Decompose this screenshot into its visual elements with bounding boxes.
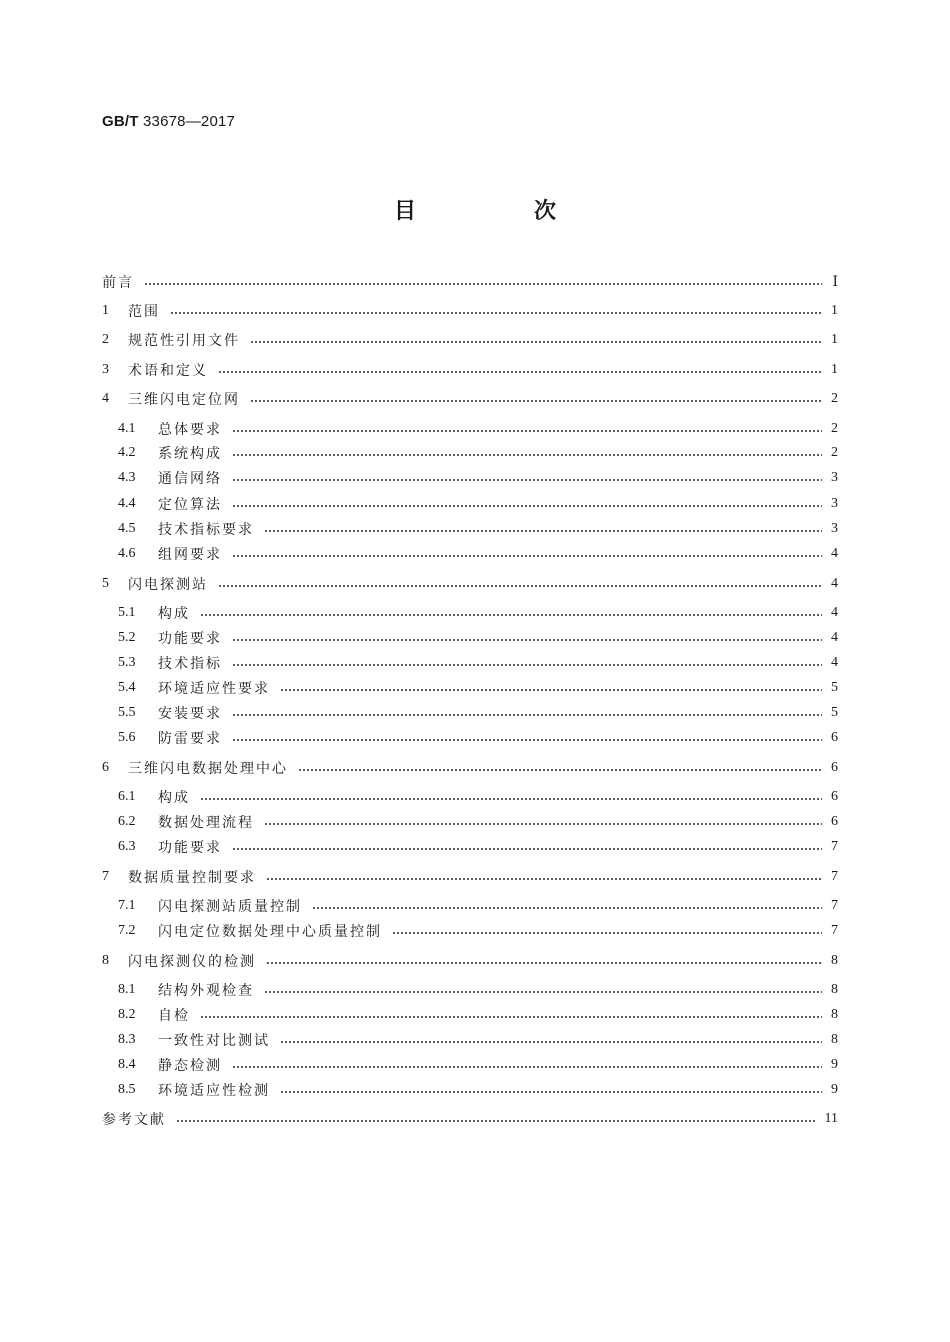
toc-dot-leader: [392, 932, 822, 934]
toc-entry-number: 6.2: [118, 814, 136, 829]
toc-entry-title: 通信网络: [158, 471, 222, 487]
toc-entry[interactable]: [102, 270, 838, 294]
toc-dot-leader: [232, 454, 822, 456]
toc-entry-page: 8: [831, 982, 838, 997]
toc-dot-leader: [232, 639, 822, 641]
toc-entry[interactable]: [118, 785, 838, 809]
toc-entry-title: 术语和定义: [128, 363, 208, 379]
toc-entry-number: 7: [102, 869, 109, 884]
toc-entry[interactable]: [118, 651, 838, 675]
standard-prefix: GB/T: [102, 113, 139, 130]
toc-entry[interactable]: [118, 1028, 838, 1052]
toc-entry-number: 1: [102, 303, 109, 318]
page-title: 目 次: [393, 199, 604, 224]
toc-entry-page: 11: [824, 1111, 838, 1126]
toc-entry[interactable]: [102, 572, 838, 596]
toc-entry-number: 5.6: [118, 730, 136, 745]
toc-dot-leader: [232, 714, 822, 716]
toc-entry-number: 7.2: [118, 923, 136, 938]
toc-dot-leader: [232, 505, 822, 507]
toc-dot-leader: [200, 798, 822, 800]
toc-entry[interactable]: [102, 949, 838, 973]
toc-entry-title: 数据处理流程: [158, 815, 254, 831]
toc-entry-page: 1: [831, 303, 838, 318]
toc-dot-leader: [250, 400, 822, 402]
toc-entry[interactable]: [118, 894, 838, 918]
toc-entry-number: 5.2: [118, 630, 136, 645]
toc-entry-title: 前言: [102, 275, 134, 291]
toc-entry[interactable]: [102, 865, 838, 889]
toc-dot-leader: [298, 769, 822, 771]
toc-entry[interactable]: [102, 299, 838, 323]
toc-entry[interactable]: [102, 1107, 838, 1131]
toc-dot-leader: [218, 585, 822, 587]
toc-dot-leader: [250, 341, 822, 343]
toc-entry-page: 9: [831, 1057, 838, 1072]
toc-entry[interactable]: [118, 626, 838, 650]
toc-entry-page: 3: [831, 470, 838, 485]
toc-entry-page: 2: [831, 445, 838, 460]
toc-entry-page: 1: [831, 332, 838, 347]
toc-entry[interactable]: [102, 387, 838, 411]
toc-entry-title: 结构外观检查: [158, 983, 254, 999]
toc-entry-title: 闪电探测仪的检测: [128, 954, 256, 970]
toc-entry-number: 4: [102, 391, 109, 406]
toc-dot-leader: [176, 1120, 817, 1122]
toc-dot-leader: [144, 283, 822, 285]
toc-dot-leader: [232, 430, 822, 432]
toc-dot-leader: [232, 1066, 822, 1068]
toc-entry-page: 4: [831, 605, 838, 620]
toc-dot-leader: [264, 530, 822, 532]
toc-entry-page: 2: [831, 421, 838, 436]
toc-entry-page: 6: [831, 730, 838, 745]
toc-entry-page: 4: [831, 546, 838, 561]
toc-entry-title: 三维闪电定位网: [128, 392, 240, 408]
toc-entry-title: 闪电探测站质量控制: [158, 899, 302, 915]
toc-dot-leader: [280, 1091, 822, 1093]
toc-entry-number: 7.1: [118, 898, 136, 913]
toc-entry-title: 一致性对比测试: [158, 1033, 270, 1049]
toc-dot-leader: [232, 848, 822, 850]
toc-entry[interactable]: [118, 492, 838, 516]
toc-entry-page: 5: [831, 705, 838, 720]
toc-entry-title: 构成: [158, 606, 190, 622]
toc-entry-page: 3: [831, 521, 838, 536]
toc-dot-leader: [312, 907, 822, 909]
toc-entry-title: 闪电定位数据处理中心质量控制: [158, 924, 382, 940]
toc-entry[interactable]: [102, 358, 838, 382]
standard-number: 33678—2017: [143, 113, 236, 130]
toc-entry-page: 6: [831, 760, 838, 775]
toc-entry-title: 闪电探测站: [128, 577, 208, 593]
toc-entry-page: 4: [831, 655, 838, 670]
toc-entry-title: 三维闪电数据处理中心: [128, 761, 288, 777]
toc-entry-number: 5.1: [118, 605, 136, 620]
toc-entry-page: 8: [831, 1007, 838, 1022]
toc-entry-number: 4.4: [118, 496, 136, 511]
toc-entry-page: 7: [831, 898, 838, 913]
toc-entry-number: 8.4: [118, 1057, 136, 1072]
toc-dot-leader: [232, 479, 822, 481]
toc-entry[interactable]: [118, 441, 838, 465]
toc-entry[interactable]: [118, 726, 838, 750]
toc-entry-number: 4.5: [118, 521, 136, 536]
toc-entry-number: 4.6: [118, 546, 136, 561]
toc-entry-title: 总体要求: [158, 422, 222, 438]
toc-entry-number: 8.2: [118, 1007, 136, 1022]
toc-entry-page: 5: [831, 680, 838, 695]
toc-entry[interactable]: [118, 1003, 838, 1027]
toc-entry-number: 4.1: [118, 421, 136, 436]
toc-entry-page: 7: [831, 869, 838, 884]
toc-entry-title: 技术指标: [158, 656, 222, 672]
toc-entry[interactable]: [102, 328, 838, 352]
toc-entry-title: 静态检测: [158, 1058, 222, 1074]
toc-entry-page: 6: [831, 814, 838, 829]
toc-entry-title: 数据质量控制要求: [128, 870, 256, 886]
toc-entry-number: 5.3: [118, 655, 136, 670]
toc-entry-number: 8.5: [118, 1082, 136, 1097]
toc-entry-number: 8.1: [118, 982, 136, 997]
toc-entry-number: 5.4: [118, 680, 136, 695]
toc-dot-leader: [232, 664, 822, 666]
toc-entry-title: 功能要求: [158, 840, 222, 856]
toc-entry-number: 8: [102, 953, 109, 968]
toc-entry[interactable]: [118, 835, 838, 859]
toc-entry[interactable]: [118, 417, 838, 441]
toc-entry-page: 6: [831, 789, 838, 804]
toc-entry-page: 7: [831, 923, 838, 938]
standard-code: [102, 113, 235, 130]
toc-dot-leader: [280, 1041, 822, 1043]
toc-entry-page: 3: [831, 496, 838, 511]
toc-entry-number: 2: [102, 332, 109, 347]
toc-dot-leader: [200, 614, 822, 616]
toc-dot-leader: [232, 555, 822, 557]
toc-dot-leader: [170, 312, 822, 314]
toc-entry-title: 技术指标要求: [158, 522, 254, 538]
toc-entry-number: 8.3: [118, 1032, 136, 1047]
toc-entry[interactable]: [118, 701, 838, 725]
toc-entry-title: 定位算法: [158, 497, 222, 513]
toc-entry-page: 2: [831, 391, 838, 406]
toc-entry-page: 4: [831, 630, 838, 645]
toc-entry-page: 7: [831, 839, 838, 854]
toc-entry[interactable]: [118, 1078, 838, 1102]
toc-entry[interactable]: [118, 676, 838, 700]
toc-entry-page: 1: [831, 362, 838, 377]
toc-entry-number: 4.3: [118, 470, 136, 485]
toc-entry-number: 4.2: [118, 445, 136, 460]
toc-entry[interactable]: [118, 517, 838, 541]
toc-entry-number: 5.5: [118, 705, 136, 720]
toc-dot-leader: [280, 689, 822, 691]
toc-dot-leader: [264, 823, 822, 825]
toc-entry-title: 参考文献: [102, 1112, 166, 1128]
toc-entry[interactable]: [118, 542, 838, 566]
toc-entry-title: 环境适应性要求: [158, 681, 270, 697]
toc-entry-number: 6.3: [118, 839, 136, 854]
toc-entry[interactable]: [118, 919, 838, 943]
toc-entry-number: 5: [102, 576, 109, 591]
toc-entry-page: 9: [831, 1082, 838, 1097]
toc-entry-number: 6: [102, 760, 109, 775]
toc-dot-leader: [266, 878, 822, 880]
toc-entry[interactable]: [118, 601, 838, 625]
toc-entry-page: 4: [831, 576, 838, 591]
toc-entry-page: 8: [831, 1032, 838, 1047]
toc-dot-leader: [218, 371, 822, 373]
toc-entry[interactable]: [118, 810, 838, 834]
toc-entry[interactable]: [118, 1053, 838, 1077]
toc-dot-leader: [264, 991, 822, 993]
toc-dot-leader: [200, 1016, 822, 1018]
toc-entry[interactable]: [102, 756, 838, 780]
toc-entry-title: 自检: [158, 1008, 190, 1024]
toc-dot-leader: [232, 739, 822, 741]
toc-entry-number: 6.1: [118, 789, 136, 804]
toc-entry[interactable]: [118, 978, 838, 1002]
toc-entry-title: 功能要求: [158, 631, 222, 647]
toc-entry-title: 构成: [158, 790, 190, 806]
toc-entry-page: Ⅰ: [832, 274, 838, 290]
toc-entry-title: 环境适应性检测: [158, 1083, 270, 1099]
toc-entry-title: 防雷要求: [158, 731, 222, 747]
toc-entry-title: 规范性引用文件: [128, 333, 240, 349]
toc-entry-number: 3: [102, 362, 109, 377]
toc-entry-page: 8: [831, 953, 838, 968]
toc-entry-title: 系统构成: [158, 446, 222, 462]
toc-entry-title: 安装要求: [158, 706, 222, 722]
toc-entry[interactable]: [118, 466, 838, 490]
toc-dot-leader: [266, 962, 822, 964]
toc-entry-title: 范围: [128, 304, 160, 320]
toc-entry-title: 组网要求: [158, 547, 222, 563]
